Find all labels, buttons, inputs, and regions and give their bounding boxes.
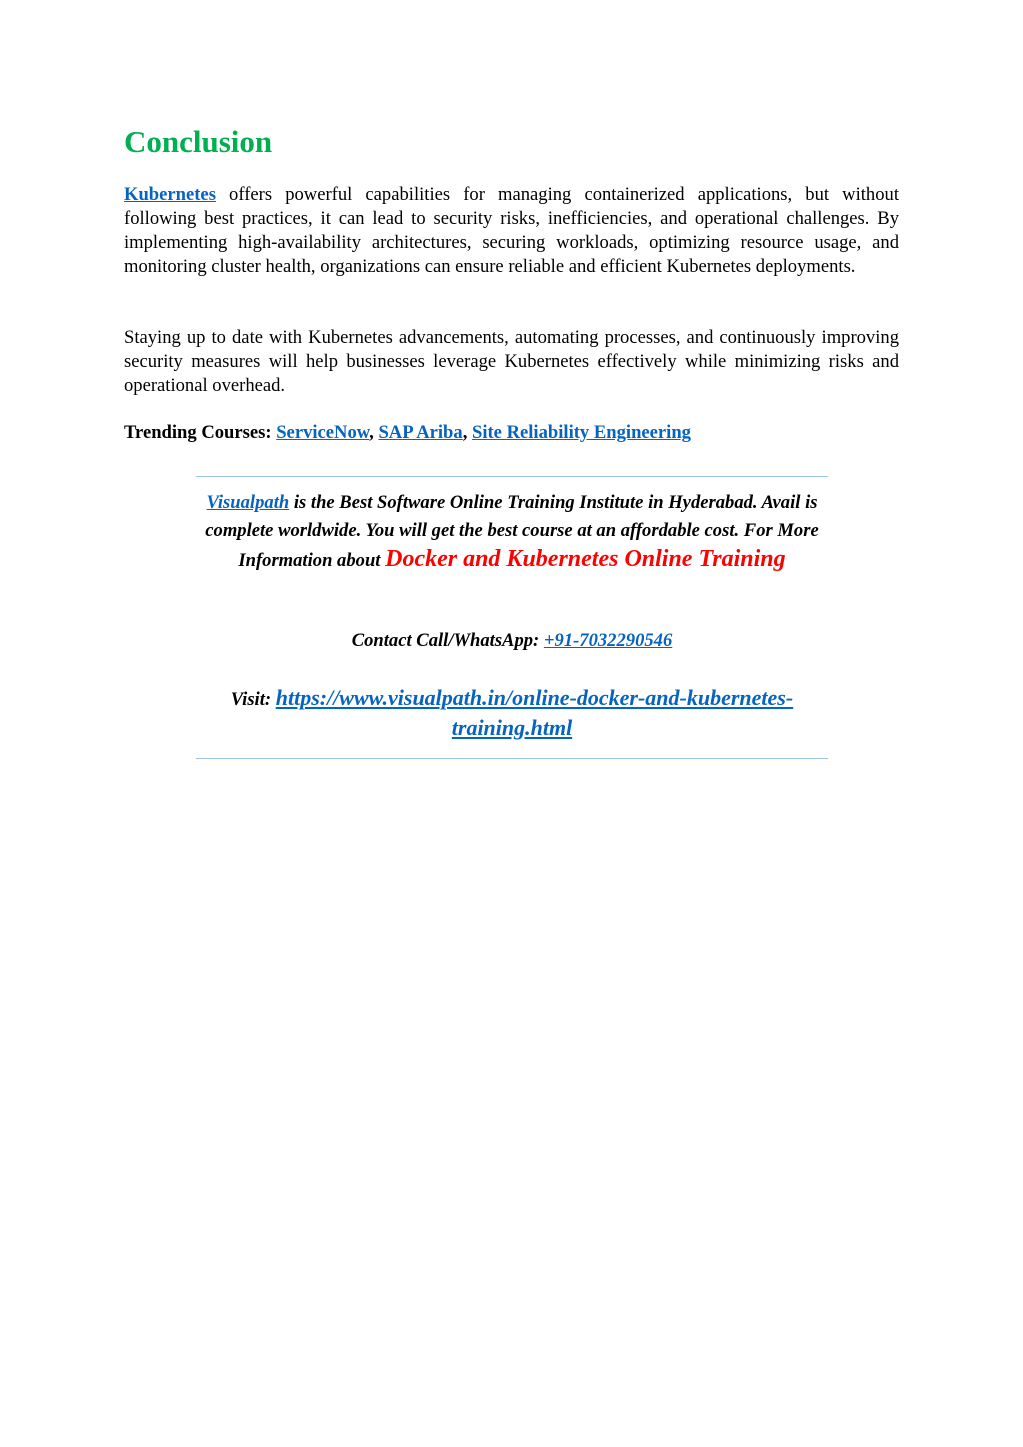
section-heading: Conclusion	[124, 124, 273, 159]
kubernetes-link[interactable]: Kubernetes	[124, 184, 216, 205]
visit-line	[196, 684, 828, 744]
course-separator: ,	[369, 422, 379, 443]
contact-line	[196, 627, 828, 655]
visualpath-link[interactable]: Visualpath	[206, 492, 290, 513]
promo-text: is the Best Software Online Training Institute in Hyderabad. Avail is complete worldwide. You will get the best course at an affordable cost. For More Information about	[205, 492, 819, 571]
course-separator: ,	[462, 422, 472, 443]
course-link-servicenow[interactable]: ServiceNow	[276, 422, 370, 443]
contact-label: Contact Call/WhatsApp:	[351, 630, 544, 651]
course-link-sap-ariba[interactable]: SAP Ariba	[378, 422, 463, 443]
visit-label: Visit:	[230, 689, 276, 710]
promo-statement	[196, 489, 828, 575]
trending-label: Trending Courses:	[124, 422, 277, 443]
course-link-sre[interactable]: Site Reliability Engineering	[471, 422, 691, 443]
phone-link[interactable]: +91-7032290546	[543, 630, 673, 651]
promo-top-divider	[196, 476, 828, 477]
conclusion-paragraph-1	[124, 183, 899, 279]
conclusion-paragraph-2: Staying up to date with Kubernetes advancements, automating processes, and continuously improving security measures will help businesses leverage Kubernetes effectively while minimizing risks and operational overhead.	[124, 327, 899, 396]
course-highlight: Docker and Kubernetes Online Training	[385, 546, 786, 572]
website-url-link[interactable]: https://www.visualpath.in/online-docker-and-kubernetes-training.html	[275, 685, 794, 740]
paragraph-1-text: offers powerful capabilities for managing containerized applications, but without following best practices, it can lead to security risks, inefficiencies, and operational challenges. By implementing high-availability architectures, securing workloads, optimizing resource usage, and monitoring cluster health, organizations can ensure reliable and efficient Kubernetes deployments.	[124, 184, 899, 277]
trending-courses	[124, 421, 691, 445]
promo-bottom-divider	[196, 758, 828, 759]
